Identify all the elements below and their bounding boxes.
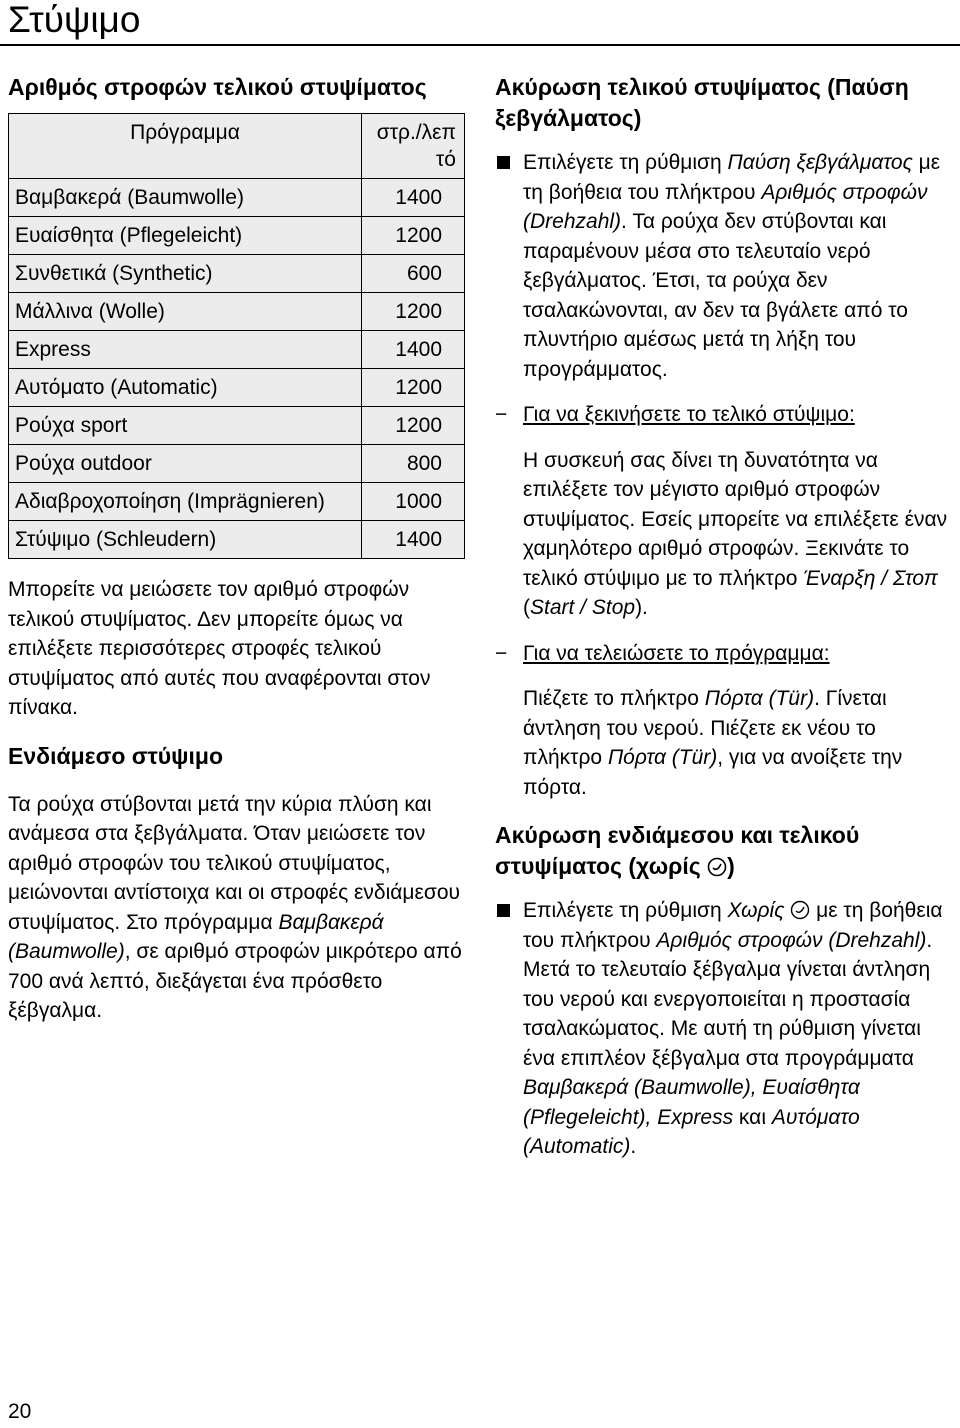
no-spin-text [523,896,955,1162]
text-run: ). [635,596,648,619]
bullet-item-rinse-hold [495,148,955,384]
intermediate-spin-paragraph [8,790,470,1026]
table-row [9,217,465,255]
table-row [9,521,465,559]
page-title: Στύψιμο [8,0,141,40]
text-run: . Τα ρούχα δεν στύβονται και παραμένουν μέσα στο τελευταίο νερό ξεβγάλματος. Έτσι, τα ρούχα δεν τσαλακώνονται, αν δεν τα βγάλετε από το πλυντήριο αμέσως μετά τη λήξη του προγράμματος. [523,210,908,381]
table-row [9,331,465,369]
text-run: Ακύρωση ενδιάμεσου και τελικού στυψίματος (χωρίς [495,822,860,879]
reduce-speed-note: Μπορείτε να μειώσετε τον αριθμό στροφών τελικού στυψίματος. Δεν μπορείτε όμως να επιλέξετε περισσότερες στροφές τελικού στυψίματος από αυτές που αναφέρονται στον πίνακα. [8,578,431,719]
square-bullet-icon [497,156,510,169]
table-cell-rpm: 1200 [362,293,465,331]
text-run: , για να ανοίξετε την πόρτα. [523,746,903,799]
table-header-program: Πρόγραμμα [9,114,362,179]
text-run: με τη βοήθεια του πλήκτρου [523,899,943,952]
end-program-text [495,684,955,802]
bullet-item-no-spin [495,896,955,1162]
table-header-row [9,114,465,179]
table-row [9,293,465,331]
key-spin-speed: Αριθμός στροφών (Drehzahl) [523,180,928,233]
cancel-final-spin-heading: Ακύρωση τελικού στυψίματος (Παύση ξεβγάλματος) [495,74,909,131]
table-cell-rpm: 1200 [362,407,465,445]
start-final-spin-text [495,446,955,623]
key-door: Πόρτα (Tür) [704,687,815,710]
table-cell-program: Συνθετικά (Synthetic) [9,255,362,293]
text-run: ( [523,596,530,619]
program-list: Βαμβακερά (Baumwolle), Ευαίσθητα (Pflegeleicht), Express [523,1076,860,1129]
key-start-stop-de: Start / Stop [530,596,636,619]
text-run: με τη βοήθεια του πλήκτρου [523,151,941,204]
table-cell-program: Ρούχα sport [9,407,362,445]
text-run: και [733,1105,772,1129]
key-door-2: Πόρτα (Tür) [607,746,718,769]
table-cell-program: Ευαίσθητα (Pflegeleicht) [9,217,362,255]
text-run: Πιέζετε το πλήκτρο [523,687,705,710]
intermediate-spin-heading: Ενδιάμεσο στύψιμο [8,742,223,769]
table-row [9,255,465,293]
table-cell-rpm: 1200 [362,369,465,407]
table-cell-program: Express [9,331,362,369]
end-program-heading: Για να τελειώσετε το πρόγραμμα: [523,641,830,665]
table-cell-program: Μάλλινα (Wolle) [9,293,362,331]
final-spin-heading: Αριθμός στροφών τελικού στυψίματος [8,74,427,100]
table-cell-rpm: 800 [362,445,465,483]
program-automatic: Αυτόματο (Automatic) [523,1105,860,1158]
text-run: . [630,1135,637,1158]
start-final-spin-heading: Για να ξεκινήσετε το τελικό στύψιμο: [523,403,855,426]
text-run: . Μετά το τελευταίο ξέβγαλμα γίνεται άντληση του νερού και ενεργοποιείται η προστασία τσαλακώματος. Με αυτή τη ρύθμιση γίνεται ένα επιπλέον ξέβγαλμα στα προγράμματα [523,928,933,1070]
table-cell-program: Στύψιμο (Schleudern) [9,521,362,559]
intermediate-text-2: , σε αριθμό στροφών μικρότερο από 700 ανά λεπτό, διεξάγεται ένα πρόσθετο ξέβγαλμα. [8,940,462,1022]
no-spin-icon [707,857,727,877]
table-row [9,483,465,521]
right-column [495,72,955,1162]
text-run: . Γίνεται άντληση του νερού. Πιέζετε εκ νέου το πλήκτρο [523,687,887,769]
table-cell-program: Ρούχα outdoor [9,445,362,483]
no-spin-icon [790,900,810,920]
table-cell-rpm: 1000 [362,483,465,521]
table-row [9,369,465,407]
key-spin-speed: Αριθμός στροφών (Drehzahl) [656,928,927,952]
table-header-rpm: στρ./λεπ τό [362,114,465,179]
cancel-both-spins-heading [495,820,955,882]
table-cell-rpm: 1200 [362,217,465,255]
intermediate-text-1: Τα ρούχα στύβονται μετά την κύρια πλύση και ανάμεσα στα ξεβγάλματα. Όταν μειώσετε τον αριθμό στροφών του τελικού στυψίματος, μειώνονται αντίστοιχα και οι στροφές ενδιάμεσου στυψίματος. Στο πρόγραμμα [8,792,461,934]
rinse-hold-text [523,148,955,384]
table-cell-program: Αυτόματο (Automatic) [9,369,362,407]
dash-item-start-final-spin [495,400,955,430]
dash-bullet-icon: − [495,403,508,426]
page-number: 20 [8,1400,32,1423]
table-cell-rpm: 1400 [362,179,465,217]
spin-speed-table [8,113,465,559]
text-run: ) [727,853,735,879]
setting-rinse-hold: Παύση ξεβγάλματος [727,151,913,174]
dash-bullet-icon: − [495,641,508,665]
setting-no-spin: Χωρίς [727,899,785,922]
table-cell-program: Αδιαβροχοποίηση (Imprägnieren) [9,483,362,521]
text-run: Επιλέγετε τη ρύθμιση [523,151,728,174]
square-bullet-icon [497,904,510,917]
dash-item-end-program [495,639,955,669]
title-rule [0,44,960,46]
table-row [9,445,465,483]
table-cell-rpm: 1400 [362,521,465,559]
text-run: Επιλέγετε τη ρύθμιση [523,899,728,922]
table-row [9,179,465,217]
table-cell-rpm: 600 [362,255,465,293]
intermediate-program-name: Βαμβακερά (Baumwolle) [8,910,384,963]
key-start-stop: Έναρξη / Στοπ [803,566,938,590]
table-cell-rpm: 1400 [362,331,465,369]
table-row [9,407,465,445]
table-cell-program: Βαμβακερά (Baumwolle) [9,179,362,217]
text-run: Η συσκευή σας δίνει τη δυνατότητα να επιλέξετε τον μέγιστο αριθμό στροφών στυψίματος. Εσείς μπορείτε να επιλέξετε έναν χαμηλότερο αριθμό στροφών. Ξεκινάτε το τελικό στύψιμο με το πλήκτρο [523,448,948,590]
left-column [8,72,470,1026]
